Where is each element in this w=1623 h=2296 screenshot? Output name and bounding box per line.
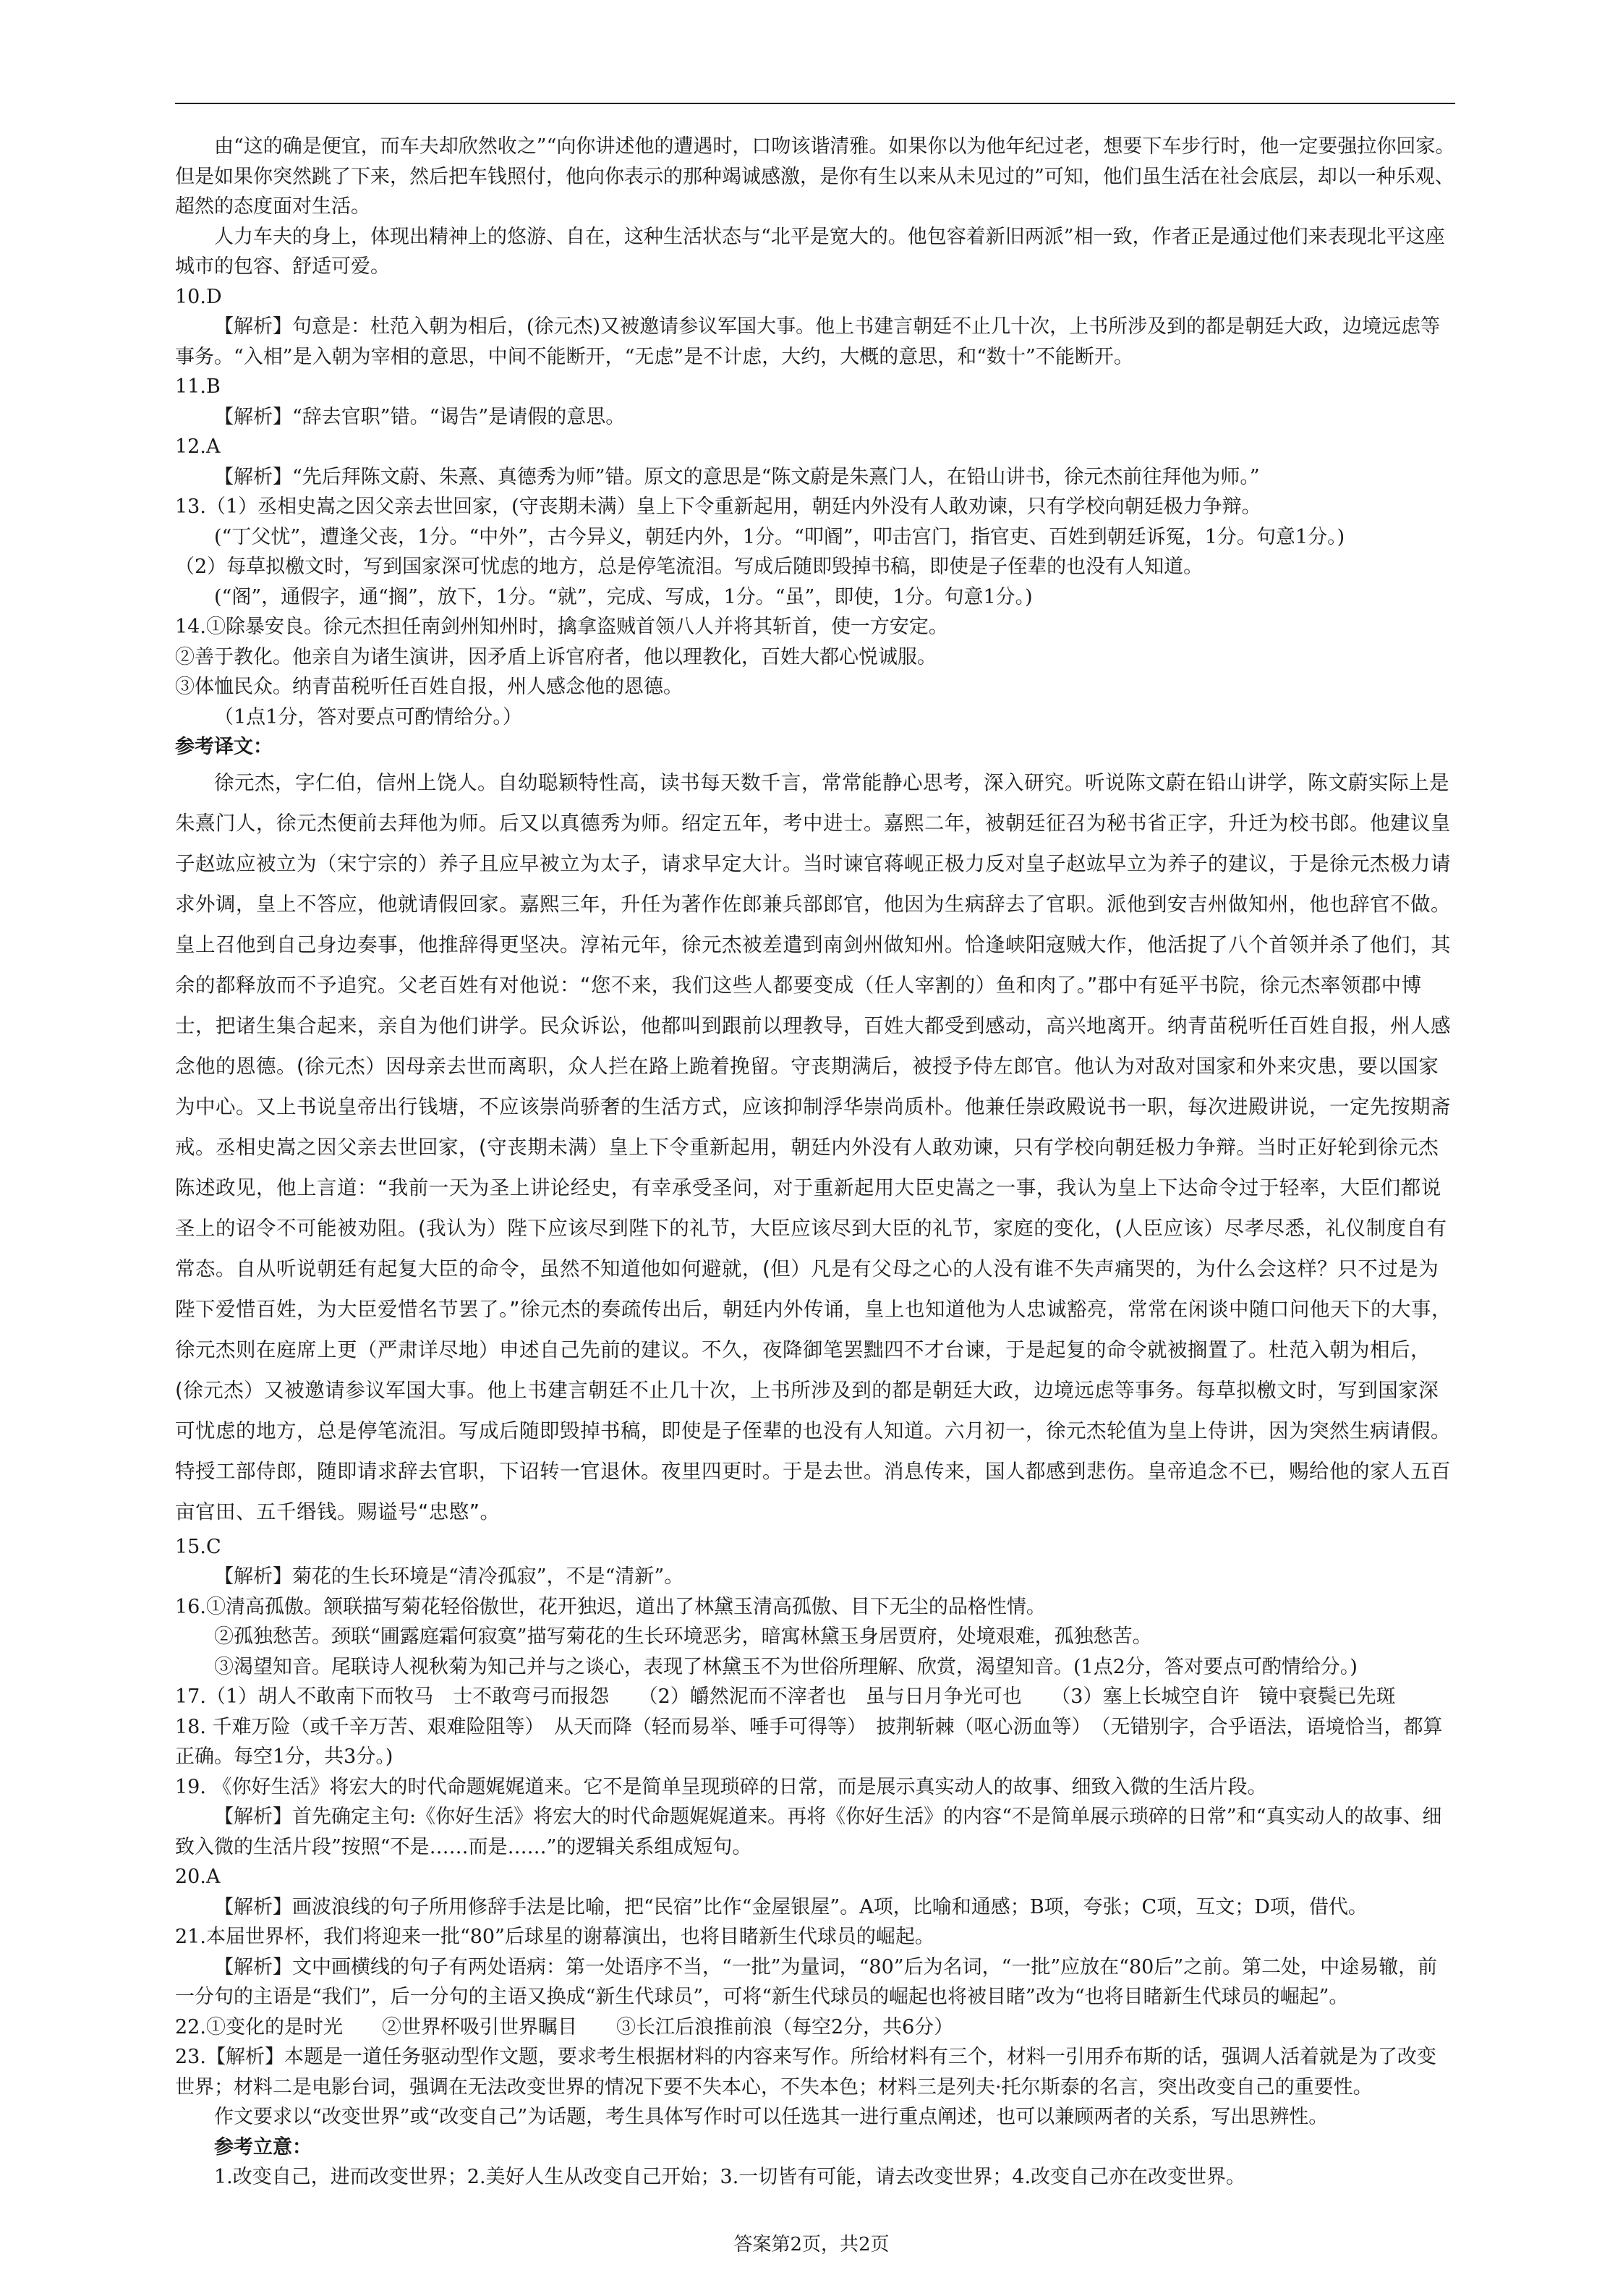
paragraph: ③体恤民众。纳青苗税听任百姓自报，州人感念他的恩德。 bbox=[175, 676, 683, 698]
paragraph: 【解析】“辞去官职”错。“谒告”是请假的意思。 bbox=[214, 405, 626, 428]
paragraph: 徐元杰，字仁伯，信州上饶人。自幼聪颖特性高，读书每天数千言，常常能静心思考，深入研究。听说陈文蔚在铅山讲学，陈文蔚实际上是朱熹门人，徐元杰便前去拜他为师。后又以真德秀为师。绍定五年，考中进士。嘉熙二年，被朝廷征召为秘书省正字，升迁为校书郎。他建议皇子赵竑应被立为（宋宁宗的）养子且应早被立为太子，请求早定大计。当时谏官蒋岘正极力反对皇子赵竑早立为养子的建议，于是徐元杰极力请求外调，皇上不答应，他就请假回家。嘉熙三年，升任为著作佐郎兼兵部郎官，他因为生病辞去了官职。派他到安吉州做知州，他也辞官不做。皇上召他到自己身边奏事，他推辞得更坚决。淳祐元年，徐元杰被差遣到南剑州做知州。恰逢峡阳寇贼大作，他活捉了八个首领并杀了他们，其余的都释放而不予追究。父老百姓有对他说：“您不来，我们这些人都要变成（任人宰割的）鱼和肉了。”郡中有延平书院，徐元杰率领郡中博士，把诸生集合起来，亲自为他们讲学。民众诉讼，他都叫到跟前以理教导，百姓大都受到感动，高兴地离开。纳青苗税听任百姓自报，州人感念他的恩德。(徐元杰）因母亲去世而离职，众人拦在路上跪着挽留。守丧期满后，被授予侍左郎官。他认为对敌对国家和外来灾患，要以国家为中心。又上书说皇帝出行钱塘，不应该崇尚骄奢的生活方式，应该抑制浮华崇尚质朴。他兼任崇政殿说书一职，每次进殿讲说，一定先按期斋戒。丞相史嵩之因父亲去世回家，(守丧期未满）皇上下令重新起用，朝廷内外没有人敢劝谏，只有学校向朝廷极力争辩。当时正好轮到徐元杰陈述政见，他上言道：“我前一天为圣上讲论经史，有幸承受圣问，对于重新起用大臣史嵩之一事，我认为皇上下达命令过于轻率，大臣们都说圣上的诏令不可能被劝阻。(我认为）陛下应该尽到陛下的礼节，大臣应该尽到大臣的礼节，家庭的变化，(人臣应该）尽孝尽悉，礼仪制度自有常态。自从听说朝廷有起复大臣的命令，虽然不知道他如何避就，(但）凡是有父母之心的人没有谁不失声痛哭的，为什么会这样？只不过是为陛下爱惜百姓，为大臣爱惜名节罢了。”徐元杰的奏疏传出后，朝廷内外传诵，皇上也知道他为人忠诚豁亮，常常在闲谈中随口问他天下的大事，徐元杰则在庭席上更（严肃详尽地）申述自己先前的建议。不久，夜降御笔罢黜四不才台谏，于是起复的命令就被搁置了。杜范入朝为相后，(徐元杰）又被邀请参议军国大事。他上书建言朝廷不止几十次，上书所涉及到的都是朝廷大政，边境远虑等事务。每草拟檄文时，写到国家深可忧虑的地方，总是停笔流泪。写成后随即毁掉书稿，即使是子侄辈的也没有人知道。六月初一，徐元杰轮值为皇上侍讲，因为突然生病请假。特授工部侍郎，随即请求辞去官职，下诏转一官退休。夜里四更时。于是去世。消息传来，国人都感到悲伤。皇帝追念不已，赐给他的家人五百亩官田、五千缗钱。赐谥号“忠愍”。 bbox=[175, 770, 1452, 1523]
paragraph: （2）每草拟檄文时，写到国家深可忧虑的地方，总是停笔流泪。写成后随即毁掉书稿，即使是子侄辈的也没有人知道。 bbox=[175, 556, 1204, 578]
header-rule bbox=[175, 103, 1455, 104]
paragraph: 【解析】文中画横线的句子有两处语病：第一处语序不当，“一批”为量词，“80”后为名词，“一批”应放在“80后”之前。第二处，中途易辙，前一分句的主语是“我们”，后一分句的主语又换成“新生代球员”，可将“新生代球员的崛起也将被目睹”改为“也将目睹新生代球员的崛起”。 bbox=[175, 1955, 1438, 2008]
paragraph: ③渴望知音。尾联诗人视秋菊为知己并与之谈心，表现了林黛玉不为世俗所理解、欣赏，渴望知音。(1点2分，答对要点可酌情给分。) bbox=[214, 1655, 1358, 1678]
paragraph: 【解析】首先确定主句:《你好生活》将宏大的时代命题娓娓道来。再将《你好生活》的内容“不是简单展示琐碎的日常”和“真实动人的故事、细致入微的生活片段”按照“不是……而是……”的逻辑关系组成短句。 bbox=[175, 1806, 1442, 1858]
paragraph: 15.C bbox=[175, 1535, 221, 1558]
paragraph: 人力车夫的身上，体现出精神上的悠游、自在，这种生活状态与“北平是宽大的。他包容着新旧两派”相一致，作者正是通过他们来表现北平这座城市的包容、舒适可爱。 bbox=[175, 225, 1445, 278]
paragraph: 【解析】句意是：杜范入朝为相后，(徐元杰)又被邀请参议军国大事。他上书建言朝廷不止几十次，上书所涉及到的都是朝廷大政，边境远虑等事务。“入相”是入朝为宰相的意思，中间不能断开，“无虑”是不计虑，大约，大概的意思，和“数十”不能断开。 bbox=[175, 315, 1441, 368]
paragraph: 19. 《你好生活》将宏大的时代命题娓娓道来。它不是简单呈现琐碎的日常，而是展示真实动人的故事、细致入微的生活片段。 bbox=[175, 1775, 1267, 1798]
paragraph: 13.（1）丞相史嵩之因父亲去世回家，(守丧期未满）皇上下令重新起用，朝廷内外没有人敢劝谏，只有学校向朝廷极力争辩。 bbox=[175, 496, 1261, 518]
paragraph: (“阁”，通假字，通“搁”，放下，1分。“就”，完成、写成，1分。“虽”，即使，1分。句意1分。) bbox=[214, 585, 1033, 608]
paragraph: 16.①清高孤傲。颔联描写菊花轻俗傲世，花开独迟，道出了林黛玉清高孤傲、目下无尘的品格性情。 bbox=[175, 1595, 1046, 1618]
paragraph: 10.D bbox=[175, 285, 222, 308]
paragraph: 18. 千难万险（或千辛万苦、艰难险阻等） 从天而降（轻而易举、唾手可得等） 披荆斩棘（呕心沥血等） （无错别字，合乎语法，语境恰当，都算正确。每空1分，共3分。) bbox=[175, 1715, 1443, 1768]
answer-content bbox=[175, 132, 1455, 2193]
paragraph: 17.（1）胡人不敢南下而牧马 士不敢弯弓而报怨 （2）皭然泥而不滓者也 虽与日月争光可也 （3）塞上长城空自许 镜中衰鬓已先斑 bbox=[175, 1685, 1396, 1708]
paragraph: 作文要求以“改变世界”或“改变自己”为话题，考生具体写作时可以任选其一进行重点阐述，也可以兼顾两者的关系，写出思辨性。 bbox=[214, 2106, 1329, 2128]
paragraph: 参考译文： bbox=[175, 736, 273, 758]
paragraph: 【解析】“先后拜陈文蔚、朱熹、真德秀为师”错。原文的意思是“陈文蔚是朱熹门人，在铅山讲书，徐元杰前往拜他为师。” bbox=[214, 465, 1260, 488]
paragraph: 参考立意： bbox=[214, 2135, 312, 2159]
paragraph: 23.【解析】本题是一道任务驱动型作文题，要求考生根据材料的内容来写作。所给材料有三个，材料一引用乔布斯的话，强调人活着就是为了改变世界；材料二是电影台词，强调在无法改变世界的情况下要不失本心，不失本色；材料三是列夫·托尔斯泰的名言，突出改变自己的重要性。 bbox=[175, 2046, 1436, 2099]
paragraph: ②孤独愁苦。颈联“圃露庭霜何寂寞”描写菊花的生长环境恶劣，暗寓林黛玉身居贾府，处境艰难，孤独愁苦。 bbox=[214, 1625, 1152, 1648]
paragraph: 20.A bbox=[175, 1866, 221, 1888]
paragraph: ②善于教化。他亲自为诸生演讲，因矛盾上诉官府者，他以理教化，百姓大都心悦诚服。 bbox=[175, 645, 937, 668]
paragraph: 12.A bbox=[175, 435, 221, 458]
paragraph: 21.本届世界杯，我们将迎来一批“80”后球星的谢幕演出，也将目睹新生代球员的崛起。 bbox=[175, 1926, 934, 1948]
paragraph: 【解析】菊花的生长环境是“清冷孤寂”，不是“清新”。 bbox=[214, 1565, 684, 1588]
paragraph: （1点1分，答对要点可酌情给分。） bbox=[214, 705, 522, 728]
paragraph: 11.B bbox=[175, 375, 221, 398]
paragraph: 14.①除暴安良。徐元杰担任南剑州知州时，擒拿盗贼首领八人并将其斩首，使一方安定。 bbox=[175, 616, 948, 638]
paragraph: 由“这的确是便宜，而车夫却欣然收之”“向你讲述他的遭遇时，口吻该谐清雅。如果你以为他年纪过老，想要下车步行时，他一定要强拉你回家。但是如果你突然跳了下来，然后把车钱照付，他向你表示的那种竭诚感激，是你有生以来从未见过的”可知，他们虽生活在社会底层，却以一种乐观、超然的态度面对生活。 bbox=[175, 135, 1455, 218]
paragraph: 1.改变自己，进而改变世界；2.美好人生从改变自己开始；3.一切皆有可能，请去改变世界；4.改变自己亦在改变世界。 bbox=[214, 2166, 1246, 2188]
paragraph: (“丁父忧”，遭逢父丧，1分。“中外”，古今异义，朝廷内外，1分。“叩阍”，叩击宫门，指官吏、百姓到朝廷诉冤，1分。句意1分。) bbox=[214, 525, 1345, 548]
page-footer: 答案第2页，共2页 bbox=[733, 2234, 890, 2255]
paragraph: 22.①变化的是时光 ②世界杯吸引世界瞩目 ③长江后浪推前浪（每空2分，共6分） bbox=[175, 2015, 954, 2038]
paragraph: 【解析】画波浪线的句子所用修辞手法是比喻，把“民宿”比作“金屋银屋”。A项，比喻和通感；B项，夸张；C项，互文；D项，借代。 bbox=[214, 1895, 1368, 1918]
